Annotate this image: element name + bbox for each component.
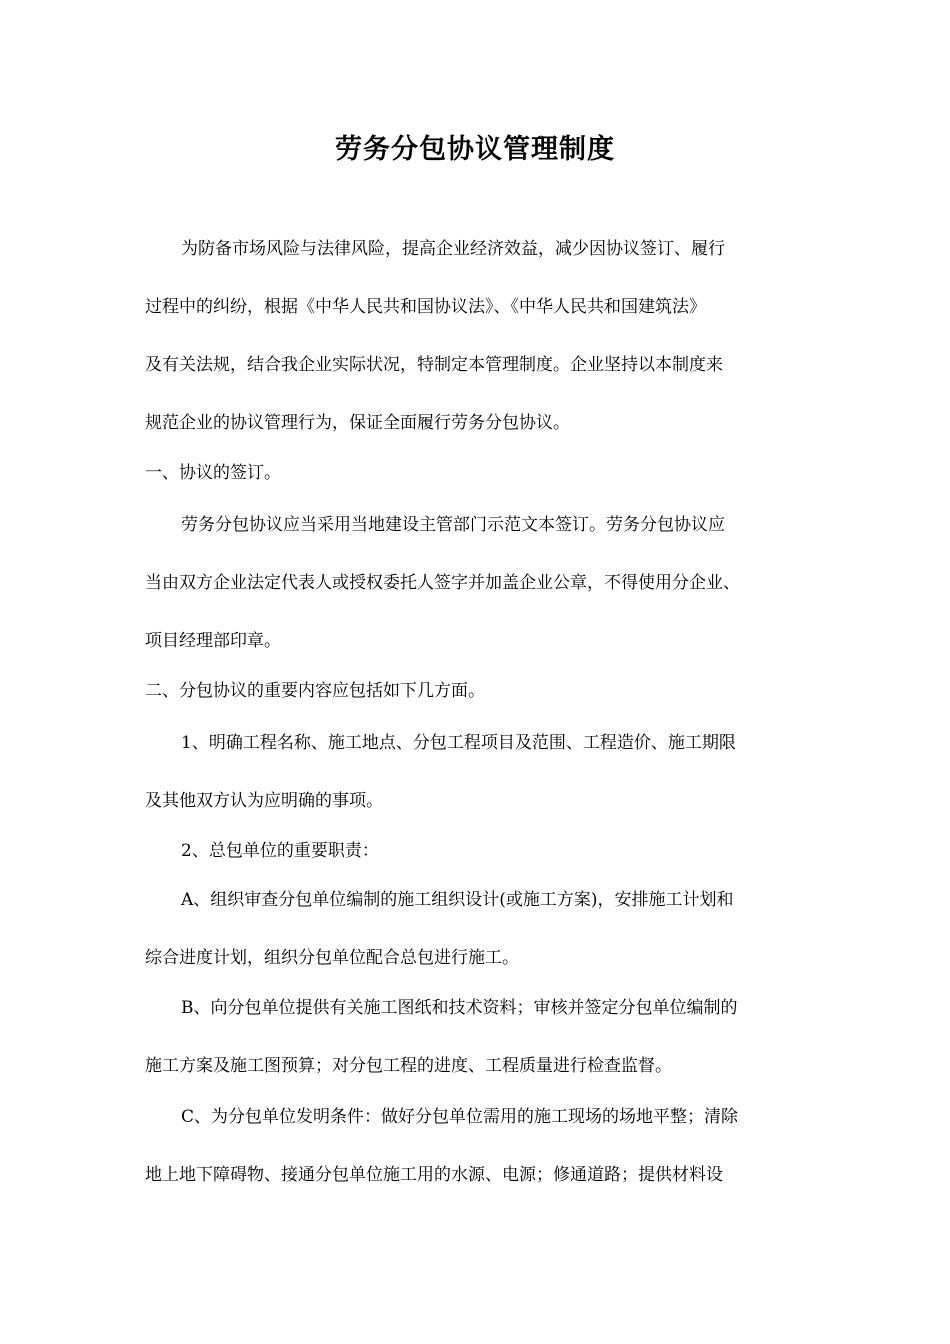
paragraph-line: 过程中的纠纷，根据《中华人民共和国协议法》、《中华人民共和国建筑法》 bbox=[145, 297, 706, 317]
section-heading bbox=[145, 679, 809, 727]
paragraph-line: 地上地下障碍物、接通分包单位施工用的水源、电源；修通道路；提供材料设 bbox=[145, 1165, 723, 1185]
paragraph-line: 及其他双方认为应明确的事项。 bbox=[145, 791, 383, 811]
item-1-paragraph bbox=[145, 731, 809, 837]
document-title: 劳务分包协议管理制度 bbox=[335, 134, 615, 165]
item-2-paragraph bbox=[145, 839, 809, 887]
item-b-paragraph bbox=[145, 996, 809, 1102]
paragraph-line: B、向分包单位提供有关施工图纸和技术资料；审核并签定分包单位编制的 bbox=[181, 998, 738, 1018]
section-heading-text: 一、协议的签订。 bbox=[145, 463, 281, 483]
paragraph-line: 施工方案及施工图预算；对分包工程的进度、工程质量进行检查监督。 bbox=[145, 1056, 672, 1076]
paragraph-line: 规范企业的协议管理行为，保证全面履行劳务分包协议。 bbox=[145, 413, 570, 433]
paragraph-line: 2、总包单位的重要职责： bbox=[181, 841, 379, 861]
item-a-paragraph bbox=[145, 888, 809, 994]
paragraph-line: 为防备市场风险与法律风险，提高企业经济效益，减少因协议签订、履行 bbox=[181, 239, 725, 259]
paragraph-line: 当由双方企业法定代表人或授权委托人签字并加盖企业公章，不得使用分企业、 bbox=[145, 573, 740, 593]
paragraph-line: 综合进度计划，组织分包单位配合总包进行施工。 bbox=[145, 948, 519, 968]
section-heading-text: 二、分包协议的重要内容应包括如下几方面。 bbox=[145, 681, 485, 701]
section-heading bbox=[145, 461, 809, 509]
intro-paragraph bbox=[145, 237, 809, 459]
paragraph-line: 1、明确工程名称、施工地点、分包工程项目及范围、工程造价、施工期限 bbox=[181, 733, 736, 753]
paragraph-line: 项目经理部印章。 bbox=[145, 631, 281, 651]
section1-paragraph bbox=[145, 513, 809, 677]
paragraph-line: A、组织审查分包单位编制的施工组织设计(或施工方案)，安排施工计划和 bbox=[181, 890, 734, 910]
paragraph-line: 及有关法规，结合我企业实际状况，特制定本管理制度。企业坚持以本制度来 bbox=[145, 355, 723, 375]
paragraph-line: 劳务分包协议应当采用当地建设主管部门示范文本签订。劳务分包协议应 bbox=[181, 515, 725, 535]
item-c-paragraph bbox=[145, 1105, 809, 1211]
paragraph-line: C、为分包单位发明条件：做好分包单位需用的施工现场的场地平整；清除 bbox=[181, 1107, 739, 1127]
